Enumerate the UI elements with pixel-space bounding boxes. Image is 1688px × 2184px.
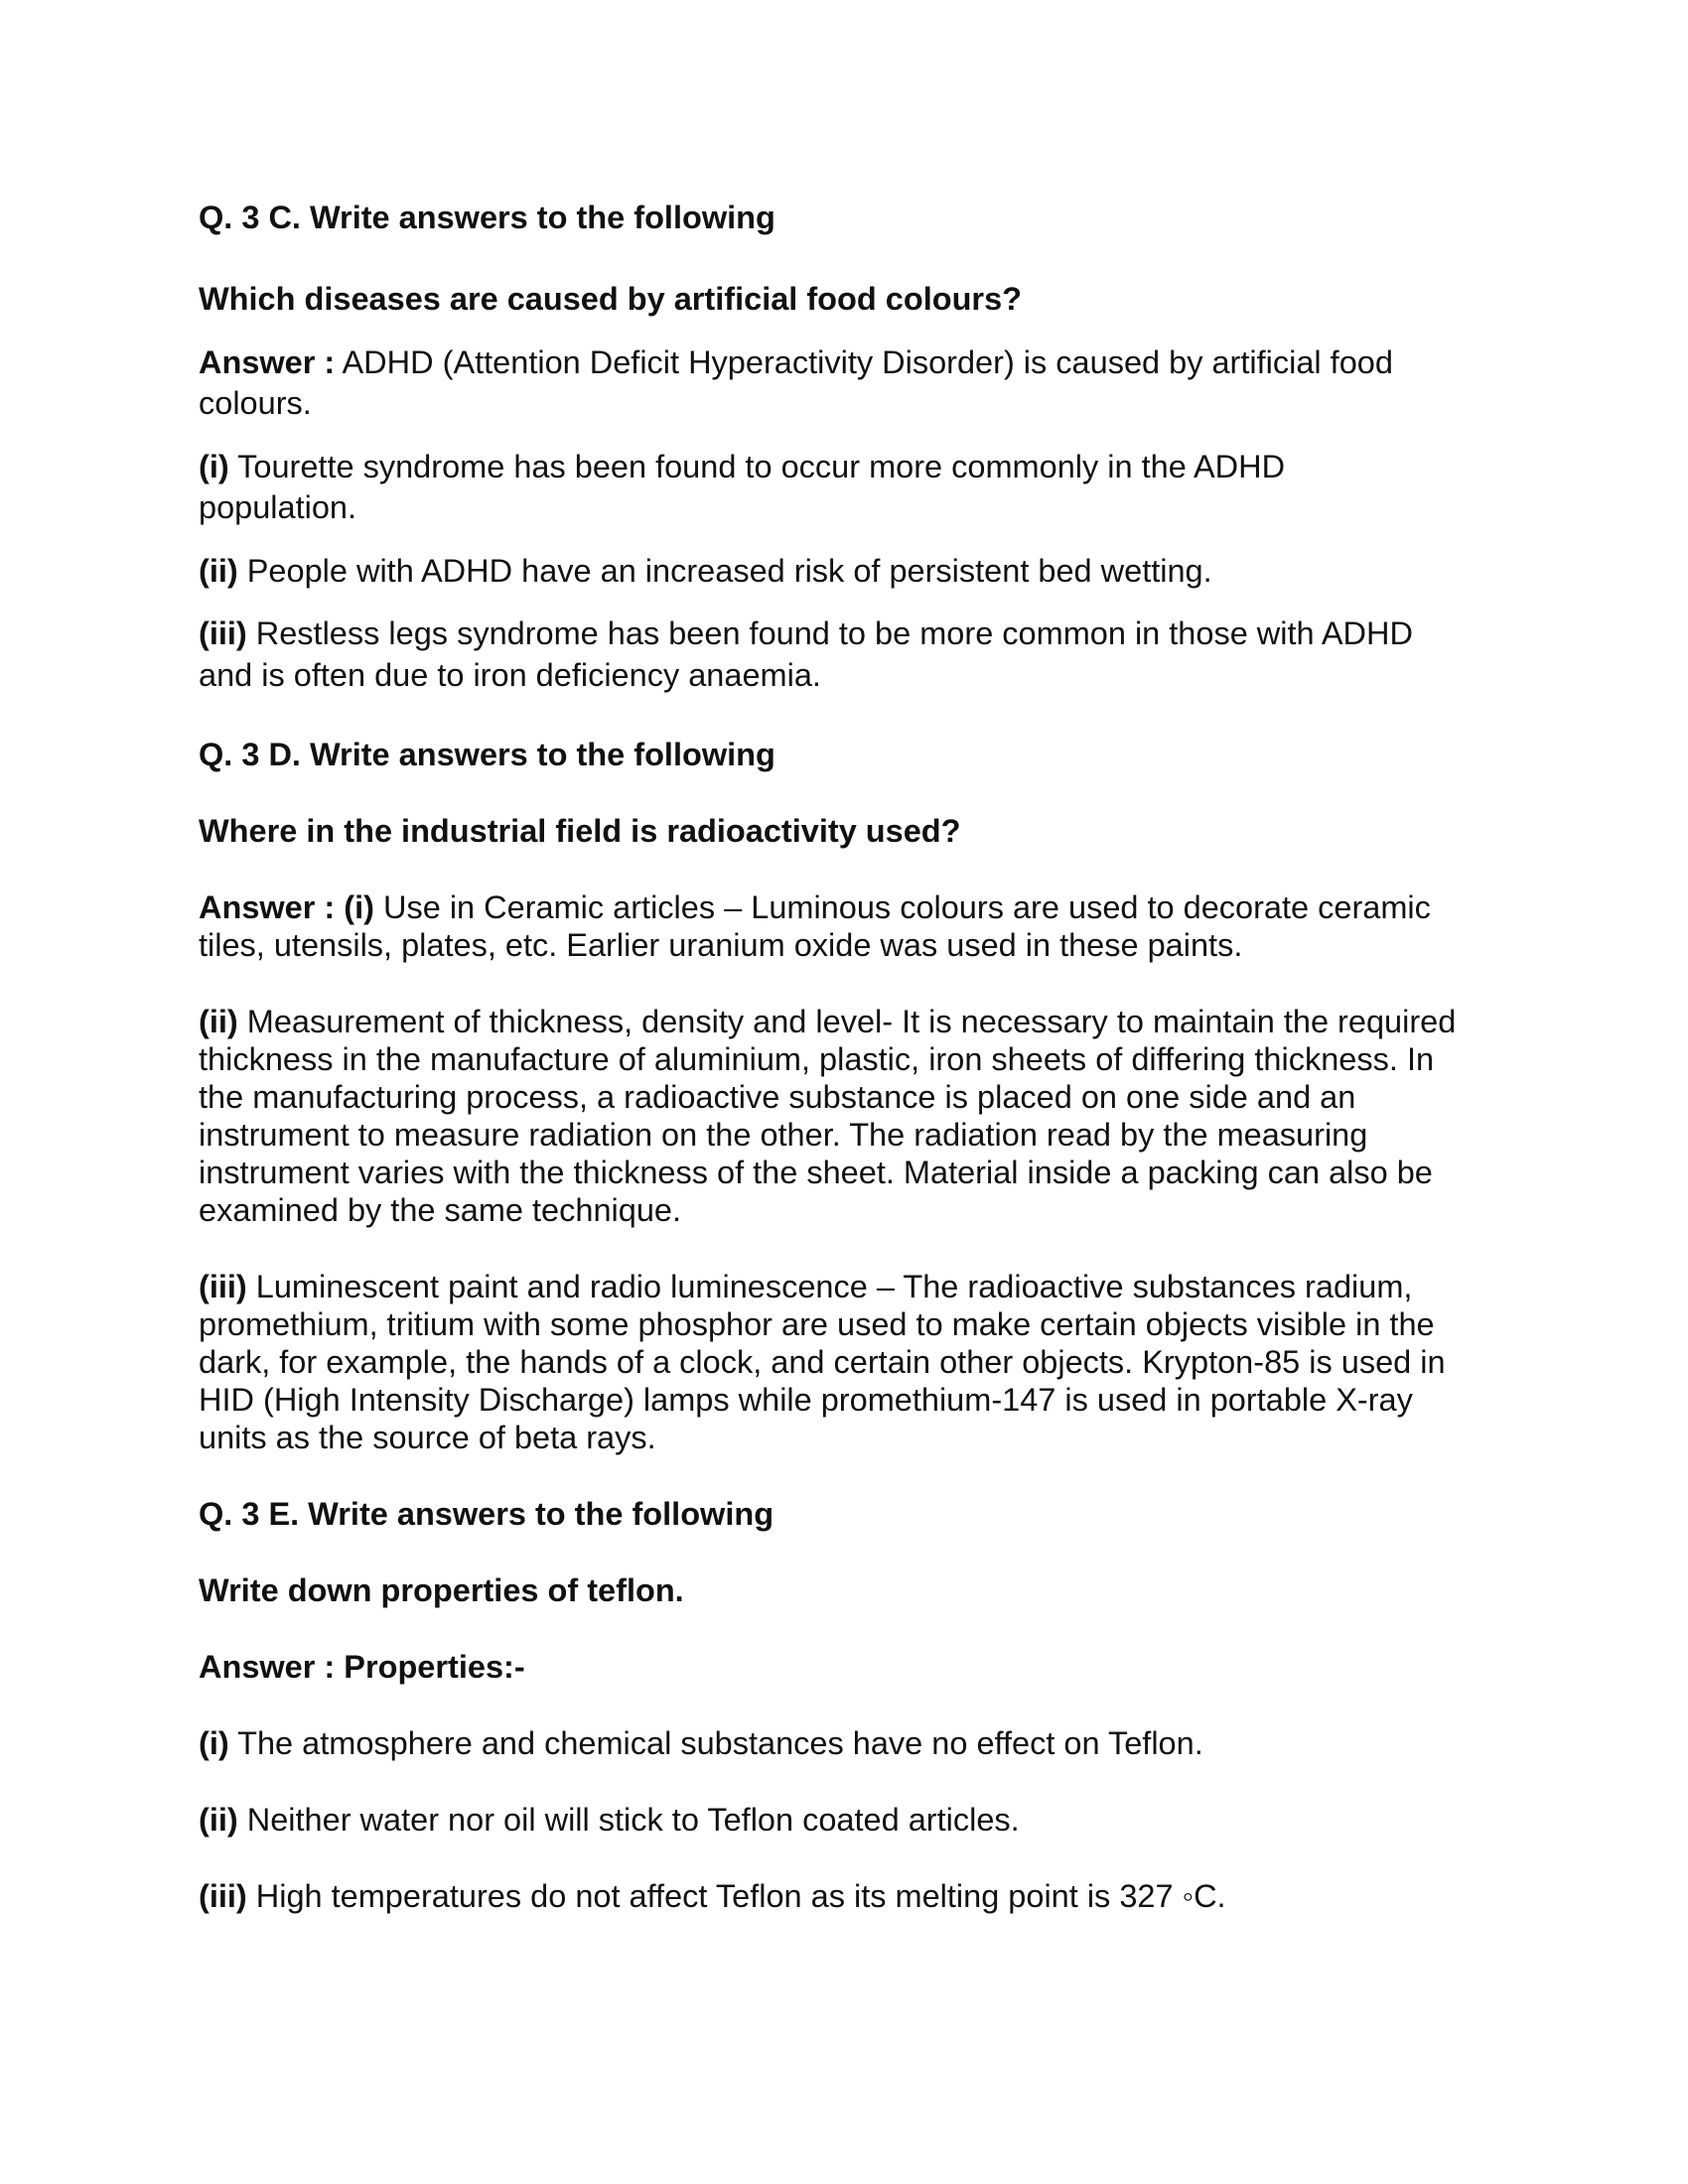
point-text: People with ADHD have an increased risk of persistent bed wetting. <box>237 553 1212 589</box>
point-label: (ii) <box>199 1004 238 1039</box>
q3d-point-iii-l3: dark, for example, the hands of a clock, and certain other objects. Krypton-85 is used in <box>199 1344 1446 1380</box>
q3e-point-iii <box>199 1877 1226 1915</box>
point-text: Measurement of thickness, density and level- It is necessary to maintain the required <box>237 1004 1457 1039</box>
point-text: Restless legs syndrome has been found to be more common in those with ADHD <box>246 615 1413 651</box>
q3d-point-iii-l4: HID (High Intensity Discharge) lamps while promethium-147 is used in portable X-ray <box>199 1382 1413 1418</box>
q3d-point-ii-l5: instrument varies with the thickness of the sheet. Material inside a packing can also be <box>199 1155 1433 1190</box>
q3d-answer-line-1 <box>199 888 1431 926</box>
q3e-point-ii <box>199 1801 1020 1839</box>
point-label: (ii) <box>199 1802 238 1838</box>
q3d-heading: Q. 3 D. Write answers to the following <box>199 737 775 772</box>
q3c-point-ii <box>199 552 1212 590</box>
point-text: Neither water nor oil will stick to Teflon coated articles. <box>237 1802 1020 1838</box>
point-label: (iii) <box>199 1269 247 1304</box>
q3d-point-iii-l5: units as the source of beta rays. <box>199 1420 656 1455</box>
q3c-heading: Q. 3 C. Write answers to the following <box>199 200 775 235</box>
point-text: Luminescent paint and radio luminescence – The radioactive substances radium, <box>246 1269 1413 1304</box>
q3c-answer-line-2: colours. <box>199 385 312 421</box>
q3d-point-iii-l2: promethium, tritium with some phosphor are used to make certain objects visible in the <box>199 1306 1435 1342</box>
q3e-answer-label: Answer : Properties:- <box>199 1649 525 1685</box>
point-label: (iii) <box>199 1878 247 1914</box>
q3c-point-iii <box>199 614 1413 652</box>
answer-label: Answer : <box>199 344 336 380</box>
q3c-answer-line-1 <box>199 343 1393 381</box>
point-text: High temperatures do not affect Teflon as its melting point is 327 ◦C. <box>246 1878 1226 1914</box>
point-text: The atmosphere and chemical substances have no effect on Teflon. <box>228 1725 1203 1761</box>
q3e-question: Write down properties of teflon. <box>199 1572 684 1608</box>
q3c-point-i-cont: population. <box>199 489 357 525</box>
q3d-point-iii <box>199 1268 1412 1305</box>
q3c-question: Which diseases are caused by artificial food colours? <box>199 281 1023 317</box>
q3d-point-ii-l6: examined by the same technique. <box>199 1192 681 1228</box>
q3d-question: Where in the industrial field is radioactivity used? <box>199 813 961 849</box>
answer-label: Answer : (i) <box>199 889 374 925</box>
q3e-point-i <box>199 1724 1203 1762</box>
point-text: Use in Ceramic articles – Luminous colours are used to decorate ceramic <box>373 889 1431 925</box>
answer-text: ADHD (Attention Deficit Hyperactivity Disorder) is caused by artificial food <box>335 344 1393 380</box>
q3d-answer-line-2: tiles, utensils, plates, etc. Earlier uranium oxide was used in these paints. <box>199 927 1243 963</box>
q3e-heading: Q. 3 E. Write answers to the following <box>199 1496 774 1532</box>
point-label: (iii) <box>199 615 247 651</box>
point-label: (i) <box>199 449 229 484</box>
q3c-point-iii-cont: and is often due to iron deficiency anaemia. <box>199 657 821 693</box>
q3d-point-ii <box>199 1003 1456 1040</box>
point-label: (i) <box>199 1725 229 1761</box>
q3d-point-ii-l4: instrument to measure radiation on the other. The radiation read by the measuring <box>199 1117 1368 1153</box>
point-text: Tourette syndrome has been found to occur more commonly in the ADHD <box>228 449 1286 484</box>
point-label: (ii) <box>199 553 238 589</box>
q3c-point-i <box>199 448 1285 485</box>
q3d-point-ii-l3: the manufacturing process, a radioactive substance is placed on one side and an <box>199 1079 1356 1115</box>
q3d-point-ii-l2: thickness in the manufacture of aluminium, plastic, iron sheets of differing thickness. In <box>199 1041 1435 1077</box>
